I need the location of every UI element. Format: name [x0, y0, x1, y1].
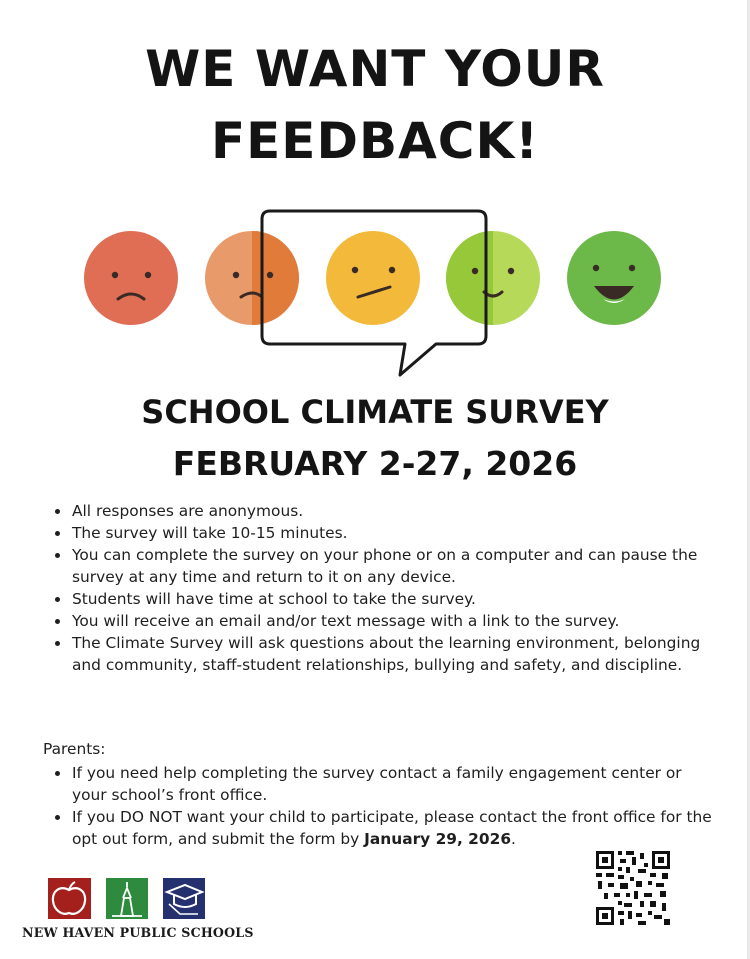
info-bullet-list	[52, 500, 712, 676]
unhappy-face-icon	[205, 231, 299, 325]
headline-line-2: FEEDBACK!	[210, 112, 540, 170]
happy-face-icon	[567, 231, 661, 325]
list-item: If you need help completing the survey contact a family engagement center or your school’s front office.	[52, 762, 712, 806]
apple-icon	[48, 878, 91, 919]
qr-code-icon	[594, 849, 672, 927]
list-item: You can complete the survey on your phone or on a computer and can pause the survey at any time and return to it on any device.	[52, 544, 712, 588]
list-item: You will receive an email and/or text message with a link to the survey.	[52, 610, 712, 632]
list-item: The Climate Survey will ask questions about the learning environment, belonging and community, staff-student relationships, bullying and safety, and discipline.	[52, 632, 712, 676]
parents-bullet-list	[52, 762, 712, 850]
headline-line-1: WE WANT YOUR	[145, 40, 605, 98]
sentence-end: .	[511, 830, 516, 848]
list-item: All responses are anonymous.	[52, 500, 712, 522]
parents-label: Parents:	[43, 740, 106, 758]
survey-dates: FEBRUARY 2-27, 2026	[172, 444, 578, 483]
deadline-date: January 29, 2026	[364, 830, 512, 848]
list-item: The survey will take 10-15 minutes.	[52, 522, 712, 544]
survey-name: SCHOOL CLIMATE SURVEY	[141, 393, 609, 431]
list-item: Students will have time at school to take the survey.	[52, 588, 712, 610]
neutral-face-icon	[326, 231, 420, 325]
org-name: NEW HAVEN PUBLIC SCHOOLS	[22, 925, 254, 940]
opt-out-text: If you DO NOT want your child to participate, please contact the front office for the opt out form, and submit the form by	[72, 808, 712, 848]
graduation-cap-icon	[163, 878, 205, 919]
tower-icon	[106, 878, 148, 919]
list-item	[52, 806, 712, 850]
sad-face-icon	[84, 231, 178, 325]
emoji-faces-graphic	[0, 205, 750, 390]
content-face-icon	[446, 231, 540, 325]
